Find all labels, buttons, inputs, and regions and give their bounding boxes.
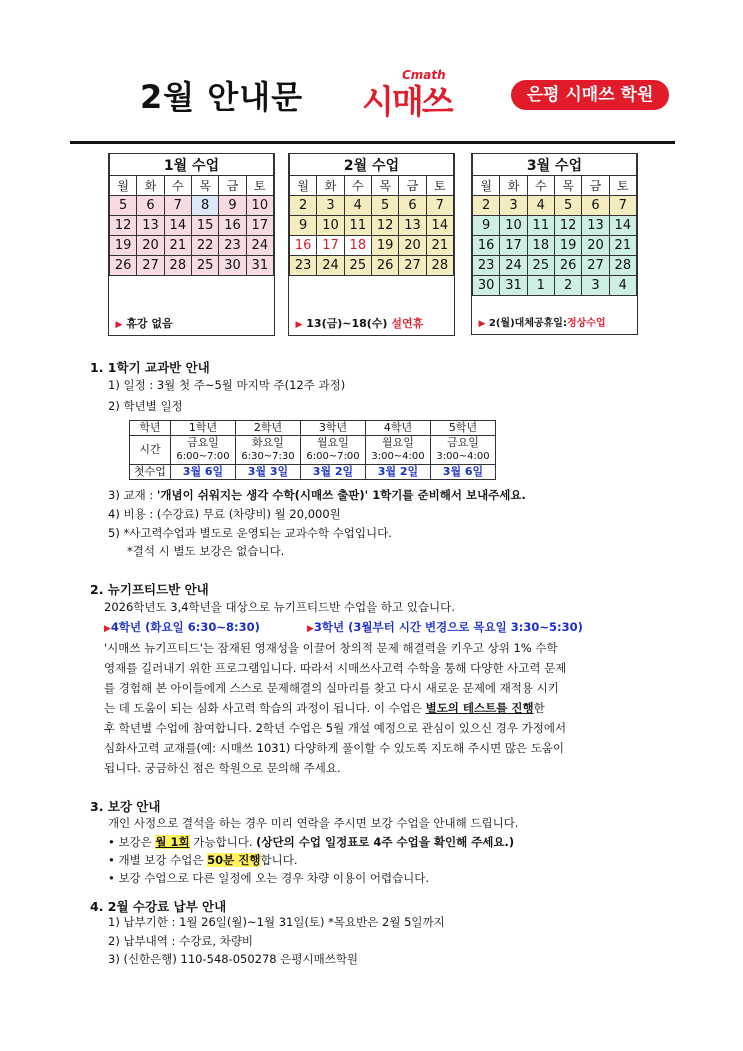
time-cell: 화요일 6:30~7:30 [236, 436, 301, 465]
holiday-date-cell: 17 [317, 236, 344, 256]
header-divider [70, 141, 675, 144]
day-header: 월 [110, 176, 137, 196]
day-header: 목 [554, 176, 581, 196]
calendar-title: 2월 수업 [290, 154, 454, 176]
day-header: 목 [191, 176, 218, 196]
date-cell: 13 [582, 216, 609, 236]
date-cell: 2 [473, 196, 500, 216]
date-cell: 24 [246, 236, 273, 256]
day-header: 목 [371, 176, 398, 196]
date-cell: 19 [371, 236, 398, 256]
note-line: 5) *사고력수업과 별도로 운영되는 교과수학 수업입니다. [108, 526, 392, 540]
calendar-note: ▶ 13(금)~18(수) 설연휴 [290, 276, 454, 336]
calendar-title: 3월 수업 [473, 154, 637, 176]
date-cell: 26 [554, 256, 581, 276]
date-cell: 4 [527, 196, 554, 216]
date-cell: 9 [290, 216, 317, 236]
day-header: 화 [317, 176, 344, 196]
date-cell: 5 [110, 196, 137, 216]
table-header: 1학년 [171, 421, 236, 436]
date-cell: 9 [219, 196, 246, 216]
date-cell: 20 [582, 236, 609, 256]
time-cell: 월요일 3:00~4:00 [366, 436, 431, 465]
calendar-march [471, 153, 638, 335]
section-1-heading: 1. 1학기 교과반 안내 [90, 360, 210, 375]
date-cell: 19 [110, 236, 137, 256]
calendar-note: ▶ 휴강 없음 [110, 276, 274, 336]
day-header: 토 [426, 176, 453, 196]
date-cell: 25 [191, 256, 218, 276]
calendar-note: ▶ 2(월)대체공휴일:정상수업 [473, 296, 637, 335]
first-class-date: 3월 3일 [236, 465, 301, 480]
date-cell: 12 [371, 216, 398, 236]
grade-schedule-table [129, 420, 496, 480]
table-header: 2학년 [236, 421, 301, 436]
date-cell: 18 [527, 236, 554, 256]
date-cell: 13 [137, 216, 164, 236]
academy-badge: 은평 시매쓰 학원 [511, 80, 669, 110]
date-cell: 2 [554, 276, 581, 296]
date-cell: 27 [399, 256, 426, 276]
first-class-date: 3월 2일 [366, 465, 431, 480]
date-cell: 10 [500, 216, 527, 236]
bank-account: 3) (신한은행) 110-548-050278 은평시매쓰학원 [108, 952, 359, 966]
holiday-date-cell: 18 [344, 236, 371, 256]
date-cell: 14 [164, 216, 191, 236]
grade-schedule-label: 2) 학년별 일정 [108, 399, 183, 413]
first-class-date: 3월 6일 [171, 465, 236, 480]
row-label: 시간 [130, 436, 171, 465]
date-cell: 31 [500, 276, 527, 296]
section-4-heading: 4. 2월 수강료 납부 안내 [90, 899, 227, 914]
date-cell: 3 [582, 276, 609, 296]
date-cell: 4 [344, 196, 371, 216]
row-label: 첫수업 [130, 465, 171, 480]
date-cell: 5 [554, 196, 581, 216]
holiday-date-cell: 16 [290, 236, 317, 256]
date-cell: 27 [582, 256, 609, 276]
date-cell: 7 [609, 196, 636, 216]
payment-items: 2) 납부내역 : 수강료, 차량비 [108, 934, 254, 948]
date-cell: 21 [609, 236, 636, 256]
calendar-february [288, 153, 455, 336]
gifted-paragraph-line: 후 학년별 수업에 참여합니다. 2학년 수업은 5월 개설 예정으로 관심이 있으신 경우 가정에서 [104, 721, 567, 735]
day-header: 화 [500, 176, 527, 196]
day-header: 수 [344, 176, 371, 196]
time-cell: 월요일 6:00~7:00 [301, 436, 366, 465]
date-cell: 19 [554, 236, 581, 256]
date-cell: 27 [137, 256, 164, 276]
section-3-heading: 3. 보강 안내 [90, 799, 161, 814]
date-cell: 25 [344, 256, 371, 276]
gifted-paragraph-line: '시매쓰 뉴기프티드'는 잠재된 영재성을 이끌어 창의적 문제 해결력을 키우고 상위 1% 수학 [104, 641, 558, 655]
gifted-intro: 2026학년도 3,4학년을 대상으로 뉴기프티드반 수업을 하고 있습니다. [104, 600, 455, 614]
table-header: 3학년 [301, 421, 366, 436]
date-cell: 3 [500, 196, 527, 216]
time-cell: 금요일 6:00~7:00 [171, 436, 236, 465]
payment-deadline: 1) 납부기한 : 1월 26일(월)~1월 31일(토) *목요반은 2월 5일까지 [108, 915, 445, 929]
date-cell: 23 [219, 236, 246, 256]
date-cell: 20 [399, 236, 426, 256]
date-cell: 24 [317, 256, 344, 276]
date-cell: 3 [317, 196, 344, 216]
date-cell: 28 [609, 256, 636, 276]
day-header: 금 [219, 176, 246, 196]
date-cell: 17 [500, 236, 527, 256]
date-cell: 21 [426, 236, 453, 256]
gifted-paragraph-line: 됩니다. 궁금하신 점은 학원으로 문의해 주세요. [104, 761, 341, 775]
date-cell: 8 [191, 196, 218, 216]
date-cell: 12 [554, 216, 581, 236]
date-cell: 7 [164, 196, 191, 216]
date-cell: 7 [426, 196, 453, 216]
table-header: 5학년 [431, 421, 496, 436]
date-cell: 6 [582, 196, 609, 216]
time-cell: 금요일 3:00~4:00 [431, 436, 496, 465]
section-2-heading: 2. 뉴기프티드반 안내 [90, 582, 209, 597]
date-cell: 16 [473, 236, 500, 256]
date-cell: 30 [473, 276, 500, 296]
first-class-date: 3월 6일 [431, 465, 496, 480]
table-header: 학년 [130, 421, 171, 436]
date-cell: 17 [246, 216, 273, 236]
cmath-logo: Cmath 시매쓰 [362, 68, 452, 121]
date-cell: 28 [164, 256, 191, 276]
day-header: 수 [164, 176, 191, 196]
date-cell: 22 [191, 236, 218, 256]
gifted-paragraph-line: 는 데 도움이 되는 심화 사고력 학습의 과정이 됩니다. 이 수업은 별도의 테스트를 진행한 [104, 701, 545, 715]
date-cell: 10 [317, 216, 344, 236]
day-header: 월 [473, 176, 500, 196]
date-cell: 25 [527, 256, 554, 276]
day-header: 금 [399, 176, 426, 196]
date-cell: 30 [219, 256, 246, 276]
date-cell: 6 [137, 196, 164, 216]
absence-note: *결석 시 별도 보강은 없습니다. [127, 544, 285, 558]
date-cell: 12 [110, 216, 137, 236]
day-header: 토 [246, 176, 273, 196]
grade3-schedule: ▶3학년 (3월부터 시간 변경으로 목요일 3:30~5:30) [307, 620, 583, 634]
makeup-intro: 개인 사정으로 결석을 하는 경우 미리 연락을 주시면 보강 수업을 안내해 드립니다. [108, 816, 519, 830]
makeup-bullet: • 개별 보강 수업은 50분 진행합니다. [108, 853, 298, 867]
date-cell: 2 [290, 196, 317, 216]
date-cell: 26 [371, 256, 398, 276]
date-cell: 13 [399, 216, 426, 236]
day-header: 금 [582, 176, 609, 196]
table-header: 4학년 [366, 421, 431, 436]
date-cell: 31 [246, 256, 273, 276]
date-cell: 5 [371, 196, 398, 216]
date-cell: 20 [137, 236, 164, 256]
textbook-line: 3) 교재 : '개념이 쉬워지는 생각 수학(시매쓰 출판)' 1학기를 준비해서 보내주세요. [108, 488, 526, 502]
makeup-bullet: • 보강은 월 1회 가능합니다. (상단의 수업 일정표로 4주 수업을 확인해 주세요.) [108, 835, 515, 849]
date-cell: 16 [219, 216, 246, 236]
date-cell: 24 [500, 256, 527, 276]
date-cell: 6 [399, 196, 426, 216]
date-cell: 26 [110, 256, 137, 276]
day-header: 수 [527, 176, 554, 196]
gifted-paragraph-line: 영재를 길러내기 위한 프로그램입니다. 따라서 시매쓰사고력 수학을 통해 다양한 사고력 문제 [104, 661, 567, 675]
grade4-schedule: ▶4학년 (화요일 6:30~8:30) [104, 620, 260, 634]
day-header: 토 [609, 176, 636, 196]
page-title: 2월 안내문 [140, 78, 304, 116]
date-cell: 11 [527, 216, 554, 236]
date-cell: 10 [246, 196, 273, 216]
day-header: 월 [290, 176, 317, 196]
date-cell: 15 [191, 216, 218, 236]
cost-line: 4) 비용 : (수강료) 무료 (차량비) 월 20,000원 [108, 507, 341, 521]
gifted-paragraph-line: 심화사고력 교재를(예: 시매쓰 1031) 다양하게 풀이할 수 있도록 지도해 주시면 많은 도움이 [104, 741, 565, 755]
date-cell: 14 [426, 216, 453, 236]
date-cell: 4 [609, 276, 636, 296]
schedule-line: 1) 일정 : 3월 첫 주~5월 마지막 주(12주 과정) [108, 378, 346, 392]
date-cell: 11 [344, 216, 371, 236]
date-cell: 9 [473, 216, 500, 236]
date-cell: 23 [290, 256, 317, 276]
date-cell: 28 [426, 256, 453, 276]
gifted-paragraph-line: 를 경험해 본 아이들에게 스스로 문제해결의 실마리를 찾고 다시 새로운 문제에 재적용 시키 [104, 681, 559, 695]
date-cell: 1 [527, 276, 554, 296]
day-header: 화 [137, 176, 164, 196]
date-cell: 21 [164, 236, 191, 256]
calendar-title: 1월 수업 [110, 154, 274, 176]
date-cell: 23 [473, 256, 500, 276]
date-cell: 14 [609, 216, 636, 236]
calendar-january [108, 153, 275, 336]
first-class-date: 3월 2일 [301, 465, 366, 480]
makeup-bullet: • 보강 수업으로 다른 일정에 오는 경우 차량 이용이 어렵습니다. [108, 871, 430, 885]
